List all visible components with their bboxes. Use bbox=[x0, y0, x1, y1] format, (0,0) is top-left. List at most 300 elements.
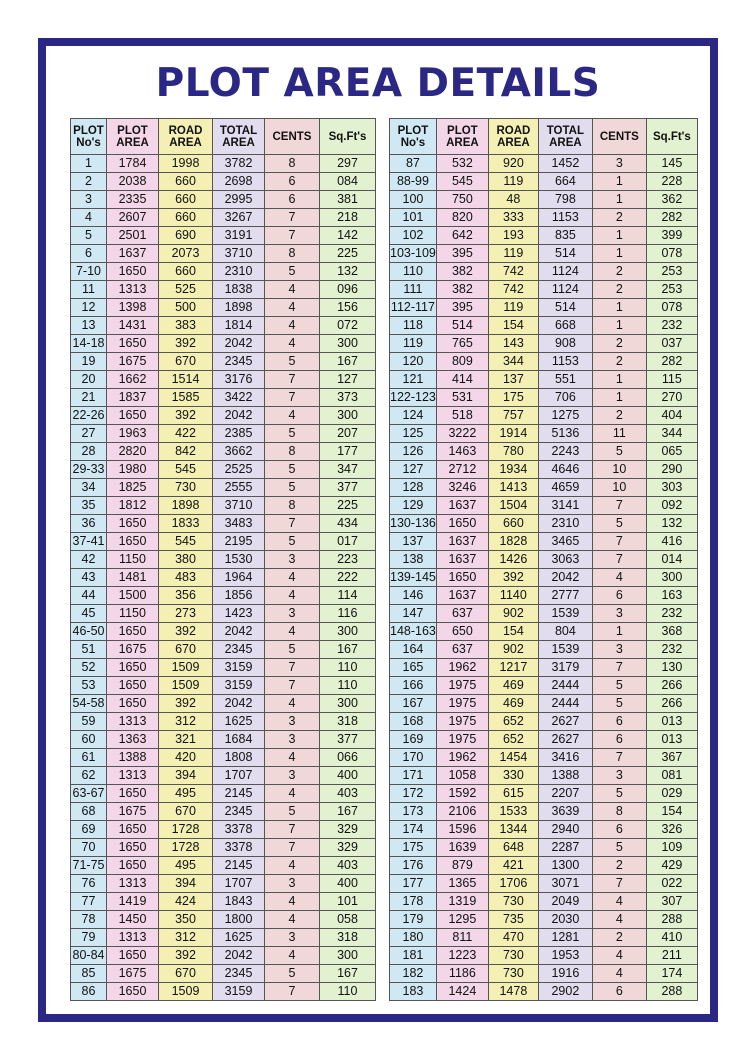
plot-no-cell: 63-67 bbox=[71, 785, 107, 803]
cents-cell: 2 bbox=[592, 407, 646, 425]
road-area-cell: 670 bbox=[159, 965, 213, 983]
table-row bbox=[390, 731, 698, 749]
cents-cell: 6 bbox=[592, 731, 646, 749]
plot-no-cell: 59 bbox=[71, 713, 107, 731]
plot-no-cell: 146 bbox=[390, 587, 437, 605]
cents-cell: 7 bbox=[265, 515, 320, 533]
sqft-cell: 132 bbox=[320, 263, 376, 281]
plot-no-cell: 20 bbox=[71, 371, 107, 389]
sqft-cell: 300 bbox=[320, 947, 376, 965]
road-area-cell: 392 bbox=[159, 623, 213, 641]
plot-area-cell: 2607 bbox=[107, 209, 159, 227]
cents-cell: 4 bbox=[265, 911, 320, 929]
plot-no-cell: 169 bbox=[390, 731, 437, 749]
plot-area-cell: 809 bbox=[436, 353, 488, 371]
table-row bbox=[71, 749, 376, 767]
cents-cell: 8 bbox=[265, 245, 320, 263]
plot-area-cell: 1313 bbox=[107, 713, 159, 731]
plot-area-cell: 3222 bbox=[436, 425, 488, 443]
sqft-cell: 130 bbox=[646, 659, 697, 677]
plot-no-cell: 172 bbox=[390, 785, 437, 803]
table-row bbox=[71, 929, 376, 947]
cents-cell: 2 bbox=[592, 353, 646, 371]
road-area-cell: 137 bbox=[488, 371, 538, 389]
sqft-cell: 288 bbox=[646, 911, 697, 929]
cents-cell: 4 bbox=[592, 965, 646, 983]
table-row bbox=[71, 389, 376, 407]
total-area-cell: 3465 bbox=[538, 533, 592, 551]
plot-area-cell: 1058 bbox=[436, 767, 488, 785]
total-area-cell: 3483 bbox=[213, 515, 265, 533]
total-area-cell: 706 bbox=[538, 389, 592, 407]
plot-no-cell: 11 bbox=[71, 281, 107, 299]
total-area-cell: 1625 bbox=[213, 713, 265, 731]
plot-no-cell: 148-163 bbox=[390, 623, 437, 641]
plot-no-cell: 22-26 bbox=[71, 407, 107, 425]
road-area-cell: 154 bbox=[488, 623, 538, 641]
sqft-cell: 416 bbox=[646, 533, 697, 551]
road-area-cell: 730 bbox=[488, 893, 538, 911]
plot-no-cell: 5 bbox=[71, 227, 107, 245]
total-area-cell: 1814 bbox=[213, 317, 265, 335]
table-row bbox=[71, 821, 376, 839]
total-area-cell: 1684 bbox=[213, 731, 265, 749]
plot-no-cell: 1 bbox=[71, 155, 107, 173]
plot-no-cell: 111 bbox=[390, 281, 437, 299]
total-area-cell: 3416 bbox=[538, 749, 592, 767]
road-area-cell: 730 bbox=[488, 947, 538, 965]
plot-area-cell: 1388 bbox=[107, 749, 159, 767]
cents-cell: 4 bbox=[592, 911, 646, 929]
table-row bbox=[390, 335, 698, 353]
sqft-cell: 400 bbox=[320, 767, 376, 785]
cents-cell: 7 bbox=[265, 209, 320, 227]
plot-area-cell: 1962 bbox=[436, 749, 488, 767]
plot-area-cell: 1675 bbox=[107, 803, 159, 821]
table-row bbox=[390, 713, 698, 731]
plot-no-cell: 13 bbox=[71, 317, 107, 335]
plot-no-cell: 68 bbox=[71, 803, 107, 821]
cents-cell: 6 bbox=[265, 173, 320, 191]
plot-area-cell: 1650 bbox=[107, 677, 159, 695]
road-area-cell: 330 bbox=[488, 767, 538, 785]
plot-no-cell: 102 bbox=[390, 227, 437, 245]
plot-area-cell: 1650 bbox=[107, 659, 159, 677]
plot-area-cell: 1650 bbox=[107, 335, 159, 353]
plot-no-cell: 27 bbox=[71, 425, 107, 443]
total-area-cell: 2385 bbox=[213, 425, 265, 443]
cents-cell: 7 bbox=[265, 659, 320, 677]
plot-area-cell: 1313 bbox=[107, 875, 159, 893]
cents-cell: 3 bbox=[265, 929, 320, 947]
cents-cell: 10 bbox=[592, 479, 646, 497]
road-area-cell: 1585 bbox=[159, 389, 213, 407]
cents-cell: 4 bbox=[265, 281, 320, 299]
total-area-cell: 1838 bbox=[213, 281, 265, 299]
total-area-cell: 2627 bbox=[538, 713, 592, 731]
plot-area-cell: 1319 bbox=[436, 893, 488, 911]
cents-cell: 7 bbox=[265, 389, 320, 407]
plot-no-cell: 46-50 bbox=[71, 623, 107, 641]
road-area-cell: 920 bbox=[488, 155, 538, 173]
road-area-cell: 424 bbox=[159, 893, 213, 911]
cents-cell: 3 bbox=[265, 875, 320, 893]
plot-no-cell: 53 bbox=[71, 677, 107, 695]
total-area-cell: 551 bbox=[538, 371, 592, 389]
cents-cell: 7 bbox=[265, 839, 320, 857]
table-row bbox=[390, 245, 698, 263]
plot-no-cell: 180 bbox=[390, 929, 437, 947]
plot-no-cell: 138 bbox=[390, 551, 437, 569]
plot-area-cell: 1637 bbox=[107, 245, 159, 263]
sqft-cell: 127 bbox=[320, 371, 376, 389]
road-area-cell: 735 bbox=[488, 911, 538, 929]
plot-area-cell: 1637 bbox=[436, 551, 488, 569]
cents-cell: 1 bbox=[592, 623, 646, 641]
total-area-cell: 2444 bbox=[538, 677, 592, 695]
total-area-cell: 1898 bbox=[213, 299, 265, 317]
sqft-cell: 101 bbox=[320, 893, 376, 911]
plot-area-cell: 414 bbox=[436, 371, 488, 389]
plot-area-cell: 3246 bbox=[436, 479, 488, 497]
plot-no-cell: 130-136 bbox=[390, 515, 437, 533]
sqft-cell: 037 bbox=[646, 335, 697, 353]
table-row bbox=[71, 587, 376, 605]
table-row bbox=[390, 389, 698, 407]
road-area-cell: 757 bbox=[488, 407, 538, 425]
road-area-cell: 1914 bbox=[488, 425, 538, 443]
plot-area-cell: 1637 bbox=[436, 587, 488, 605]
plot-area-cell: 395 bbox=[436, 245, 488, 263]
total-area-cell: 1808 bbox=[213, 749, 265, 767]
sqft-cell: 377 bbox=[320, 479, 376, 497]
plot-area-cell: 1481 bbox=[107, 569, 159, 587]
plot-area-cell: 650 bbox=[436, 623, 488, 641]
total-area-cell: 2042 bbox=[213, 407, 265, 425]
road-area-cell: 312 bbox=[159, 713, 213, 731]
road-area-cell: 648 bbox=[488, 839, 538, 857]
total-area-cell: 3662 bbox=[213, 443, 265, 461]
table-row bbox=[71, 425, 376, 443]
total-area-cell: 2042 bbox=[213, 623, 265, 641]
cents-cell: 8 bbox=[592, 803, 646, 821]
road-area-cell: 48 bbox=[488, 191, 538, 209]
plot-no-cell: 51 bbox=[71, 641, 107, 659]
sqft-cell: 377 bbox=[320, 731, 376, 749]
sqft-cell: 347 bbox=[320, 461, 376, 479]
total-area-cell: 3782 bbox=[213, 155, 265, 173]
cents-cell: 7 bbox=[265, 227, 320, 245]
plot-no-cell: 167 bbox=[390, 695, 437, 713]
total-area-cell: 2145 bbox=[213, 857, 265, 875]
plot-no-cell: 178 bbox=[390, 893, 437, 911]
plot-area-cell: 879 bbox=[436, 857, 488, 875]
table-row bbox=[390, 983, 698, 1001]
plot-no-cell: 168 bbox=[390, 713, 437, 731]
plot-area-cell: 1431 bbox=[107, 317, 159, 335]
plot-area-cell: 395 bbox=[436, 299, 488, 317]
road-area-cell: 356 bbox=[159, 587, 213, 605]
sqft-cell: 222 bbox=[320, 569, 376, 587]
plot-area-cell: 1650 bbox=[107, 983, 159, 1001]
sqft-cell: 081 bbox=[646, 767, 697, 785]
total-area-cell: 3176 bbox=[213, 371, 265, 389]
cents-cell: 2 bbox=[592, 263, 646, 281]
road-area-cell: 1504 bbox=[488, 497, 538, 515]
table-row bbox=[390, 497, 698, 515]
cents-cell: 4 bbox=[265, 785, 320, 803]
table-row bbox=[71, 461, 376, 479]
sqft-cell: 110 bbox=[320, 983, 376, 1001]
total-area-cell: 1625 bbox=[213, 929, 265, 947]
cents-cell: 7 bbox=[265, 677, 320, 695]
sqft-cell: 266 bbox=[646, 677, 697, 695]
plot-no-cell: 85 bbox=[71, 965, 107, 983]
plot-no-cell: 183 bbox=[390, 983, 437, 1001]
table-row bbox=[71, 281, 376, 299]
road-area-cell: 392 bbox=[488, 569, 538, 587]
sqft-cell: 084 bbox=[320, 173, 376, 191]
cents-cell: 8 bbox=[265, 497, 320, 515]
table-row bbox=[390, 209, 698, 227]
sqft-cell: 329 bbox=[320, 839, 376, 857]
cents-cell: 5 bbox=[265, 461, 320, 479]
sqft-cell: 029 bbox=[646, 785, 697, 803]
plot-area-cell: 2335 bbox=[107, 191, 159, 209]
cents-cell: 5 bbox=[592, 515, 646, 533]
road-area-cell: 392 bbox=[159, 695, 213, 713]
table-row bbox=[71, 209, 376, 227]
plot-no-cell: 165 bbox=[390, 659, 437, 677]
total-area-cell: 3422 bbox=[213, 389, 265, 407]
header-cents: CENTS bbox=[592, 119, 646, 155]
sqft-cell: 232 bbox=[646, 641, 697, 659]
total-area-cell: 3378 bbox=[213, 839, 265, 857]
road-area-cell: 652 bbox=[488, 713, 538, 731]
total-area-cell: 1124 bbox=[538, 281, 592, 299]
sqft-cell: 013 bbox=[646, 731, 697, 749]
cents-cell: 5 bbox=[265, 641, 320, 659]
header-total-area: TOTAL AREA bbox=[538, 119, 592, 155]
table-row bbox=[390, 785, 698, 803]
cents-cell: 5 bbox=[265, 263, 320, 281]
total-area-cell: 1856 bbox=[213, 587, 265, 605]
road-area-cell: 175 bbox=[488, 389, 538, 407]
plot-no-cell: 44 bbox=[71, 587, 107, 605]
cents-cell: 1 bbox=[592, 191, 646, 209]
cents-cell: 4 bbox=[265, 623, 320, 641]
cents-cell: 2 bbox=[592, 281, 646, 299]
road-area-cell: 670 bbox=[159, 641, 213, 659]
plot-no-cell: 147 bbox=[390, 605, 437, 623]
cents-cell: 4 bbox=[265, 857, 320, 875]
cents-cell: 1 bbox=[592, 245, 646, 263]
table-row bbox=[390, 587, 698, 605]
road-area-cell: 652 bbox=[488, 731, 538, 749]
table-header-row bbox=[390, 119, 698, 155]
header-plot-no: PLOT No's bbox=[390, 119, 437, 155]
sqft-cell: 132 bbox=[646, 515, 697, 533]
cents-cell: 2 bbox=[592, 929, 646, 947]
road-area-cell: 312 bbox=[159, 929, 213, 947]
road-area-cell: 344 bbox=[488, 353, 538, 371]
cents-cell: 5 bbox=[265, 533, 320, 551]
plot-table-right bbox=[389, 118, 698, 1001]
plot-no-cell: 60 bbox=[71, 731, 107, 749]
cents-cell: 5 bbox=[265, 803, 320, 821]
road-area-cell: 730 bbox=[488, 965, 538, 983]
plot-area-cell: 750 bbox=[436, 191, 488, 209]
plot-no-cell: 119 bbox=[390, 335, 437, 353]
total-area-cell: 1530 bbox=[213, 551, 265, 569]
total-area-cell: 2310 bbox=[213, 263, 265, 281]
sqft-cell: 434 bbox=[320, 515, 376, 533]
plot-no-cell: 36 bbox=[71, 515, 107, 533]
plot-no-cell: 79 bbox=[71, 929, 107, 947]
header-plot-area: PLOT AREA bbox=[436, 119, 488, 155]
plot-area-cell: 1650 bbox=[107, 263, 159, 281]
total-area-cell: 2902 bbox=[538, 983, 592, 1001]
cents-cell: 7 bbox=[592, 749, 646, 767]
sqft-cell: 017 bbox=[320, 533, 376, 551]
table-row bbox=[390, 623, 698, 641]
cents-cell: 6 bbox=[592, 821, 646, 839]
road-area-cell: 1509 bbox=[159, 983, 213, 1001]
total-area-cell: 2145 bbox=[213, 785, 265, 803]
total-area-cell: 2287 bbox=[538, 839, 592, 857]
sqft-cell: 013 bbox=[646, 713, 697, 731]
plot-no-cell: 61 bbox=[71, 749, 107, 767]
plot-area-cell: 1837 bbox=[107, 389, 159, 407]
total-area-cell: 2345 bbox=[213, 965, 265, 983]
total-area-cell: 5136 bbox=[538, 425, 592, 443]
plot-area-cell: 1500 bbox=[107, 587, 159, 605]
plot-area-cell: 1650 bbox=[107, 785, 159, 803]
sqft-cell: 114 bbox=[320, 587, 376, 605]
cents-cell: 5 bbox=[265, 965, 320, 983]
road-area-cell: 1344 bbox=[488, 821, 538, 839]
plot-area-cell: 1650 bbox=[436, 515, 488, 533]
cents-cell: 4 bbox=[265, 317, 320, 335]
sqft-cell: 145 bbox=[646, 155, 697, 173]
sqft-cell: 253 bbox=[646, 281, 697, 299]
cents-cell: 7 bbox=[592, 875, 646, 893]
table-row bbox=[71, 767, 376, 785]
plot-no-cell: 170 bbox=[390, 749, 437, 767]
road-area-cell: 742 bbox=[488, 263, 538, 281]
table-row bbox=[390, 173, 698, 191]
table-row bbox=[71, 479, 376, 497]
plot-no-cell: 164 bbox=[390, 641, 437, 659]
total-area-cell: 2310 bbox=[538, 515, 592, 533]
cents-cell: 4 bbox=[265, 335, 320, 353]
plot-no-cell: 3 bbox=[71, 191, 107, 209]
table-row bbox=[390, 965, 698, 983]
table-row bbox=[71, 947, 376, 965]
plot-area-cell: 1424 bbox=[436, 983, 488, 1001]
plot-area-cell: 2820 bbox=[107, 443, 159, 461]
total-area-cell: 1800 bbox=[213, 911, 265, 929]
road-area-cell: 350 bbox=[159, 911, 213, 929]
sqft-cell: 163 bbox=[646, 587, 697, 605]
cents-cell: 7 bbox=[592, 497, 646, 515]
table-row bbox=[71, 191, 376, 209]
sqft-cell: 096 bbox=[320, 281, 376, 299]
road-area-cell: 383 bbox=[159, 317, 213, 335]
plot-area-cell: 811 bbox=[436, 929, 488, 947]
sqft-cell: 167 bbox=[320, 965, 376, 983]
sqft-cell: 058 bbox=[320, 911, 376, 929]
total-area-cell: 1300 bbox=[538, 857, 592, 875]
sqft-cell: 282 bbox=[646, 353, 697, 371]
plot-no-cell: 175 bbox=[390, 839, 437, 857]
cents-cell: 4 bbox=[265, 893, 320, 911]
plot-area-cell: 1650 bbox=[107, 623, 159, 641]
road-area-cell: 500 bbox=[159, 299, 213, 317]
header-road-area: ROAD AREA bbox=[488, 119, 538, 155]
header-sqft: Sq.Ft's bbox=[320, 119, 376, 155]
cents-cell: 5 bbox=[592, 677, 646, 695]
total-area-cell: 1539 bbox=[538, 641, 592, 659]
road-area-cell: 742 bbox=[488, 281, 538, 299]
road-area-cell: 660 bbox=[159, 263, 213, 281]
plot-no-cell: 88-99 bbox=[390, 173, 437, 191]
sqft-cell: 300 bbox=[320, 623, 376, 641]
road-area-cell: 1833 bbox=[159, 515, 213, 533]
table-row bbox=[71, 713, 376, 731]
header-cents: CENTS bbox=[265, 119, 320, 155]
plot-no-cell: 62 bbox=[71, 767, 107, 785]
header-total-area: TOTAL AREA bbox=[213, 119, 265, 155]
total-area-cell: 1153 bbox=[538, 353, 592, 371]
plot-area-cell: 1637 bbox=[436, 497, 488, 515]
table-body-left bbox=[71, 155, 376, 1001]
total-area-cell: 4659 bbox=[538, 479, 592, 497]
road-area-cell: 690 bbox=[159, 227, 213, 245]
sqft-cell: 167 bbox=[320, 641, 376, 659]
table-row bbox=[71, 803, 376, 821]
road-area-cell: 545 bbox=[159, 533, 213, 551]
road-area-cell: 1509 bbox=[159, 659, 213, 677]
table-row bbox=[390, 371, 698, 389]
cents-cell: 6 bbox=[592, 587, 646, 605]
road-area-cell: 119 bbox=[488, 173, 538, 191]
table-row bbox=[71, 353, 376, 371]
plot-no-cell: 181 bbox=[390, 947, 437, 965]
road-area-cell: 545 bbox=[159, 461, 213, 479]
sqft-cell: 022 bbox=[646, 875, 697, 893]
road-area-cell: 154 bbox=[488, 317, 538, 335]
plot-no-cell: 176 bbox=[390, 857, 437, 875]
plot-area-cell: 1975 bbox=[436, 713, 488, 731]
cents-cell: 3 bbox=[265, 731, 320, 749]
cents-cell: 6 bbox=[265, 191, 320, 209]
road-area-cell: 119 bbox=[488, 245, 538, 263]
plot-no-cell: 126 bbox=[390, 443, 437, 461]
cents-cell: 3 bbox=[592, 605, 646, 623]
cents-cell: 2 bbox=[592, 335, 646, 353]
cents-cell: 3 bbox=[592, 641, 646, 659]
plot-no-cell: 177 bbox=[390, 875, 437, 893]
plot-no-cell: 28 bbox=[71, 443, 107, 461]
plot-area-cell: 1186 bbox=[436, 965, 488, 983]
plot-no-cell: 100 bbox=[390, 191, 437, 209]
cents-cell: 4 bbox=[592, 947, 646, 965]
total-area-cell: 3639 bbox=[538, 803, 592, 821]
total-area-cell: 2525 bbox=[213, 461, 265, 479]
cents-cell: 2 bbox=[592, 209, 646, 227]
plot-area-cell: 1295 bbox=[436, 911, 488, 929]
